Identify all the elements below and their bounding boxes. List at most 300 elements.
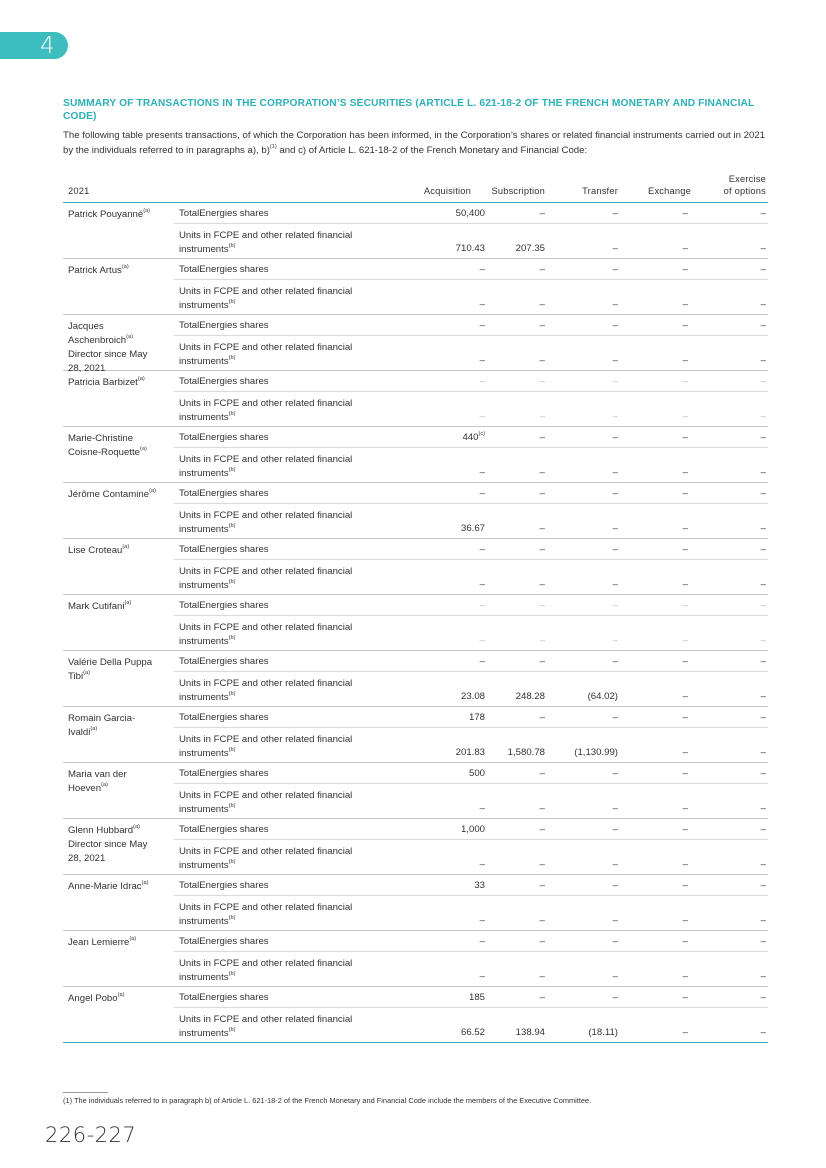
units-label [179,901,389,929]
units-label-line2 [179,859,389,873]
header-transfer: Transfer [582,186,618,196]
shares-value [683,208,688,220]
shares-label: TotalEnergies shares [179,208,269,219]
shares-value [462,432,485,444]
units-value: – [682,1027,688,1038]
units-footnote-ref: (b) [228,858,236,865]
table-row-group [63,763,768,819]
shares-value-text: – [479,600,485,611]
shares-value-text: – [479,264,485,275]
units-row [174,279,768,314]
units-value: – [682,299,688,310]
units-value: – [760,243,766,254]
units-label [179,397,389,425]
director-name [68,936,172,950]
director-note-line: Director since May [68,349,148,360]
shares-value-text: – [539,712,545,723]
units-label-text: instruments [179,636,229,647]
shares-value [469,768,485,780]
shares-row [174,819,768,839]
shares-value [683,432,688,444]
units-label [179,957,389,985]
units-label-text: instruments [179,412,229,423]
shares-value-text: – [539,936,545,947]
units-row [174,391,768,426]
shares-value-text: – [682,432,688,443]
units-label [179,733,389,761]
units-value: 201.83 [455,747,485,758]
director-footnote-ref: (a) [126,333,133,340]
header-exchange: Exchange [648,186,691,196]
shares-value [480,320,485,332]
shares-value [683,824,688,836]
units-value: – [479,355,485,366]
shares-value [761,712,766,724]
units-value: – [539,803,545,814]
shares-value [540,992,545,1004]
director-name-text: Mark Cutifani [68,601,125,612]
units-footnote-ref: (b) [228,578,236,585]
shares-value-text: – [479,320,485,331]
shares-value [469,992,485,1004]
units-value: – [479,971,485,982]
units-value: – [760,635,766,646]
shares-value [540,768,545,780]
shares-value-text: – [682,768,688,779]
units-label-line1: Units in FCPE and other related financial [179,510,353,521]
units-footnote-ref: (b) [228,634,236,641]
director-note-line: 28, 2021 [68,363,106,374]
director-name [68,544,172,558]
units-label-text: instruments [179,972,229,983]
director-name-text: Valérie Della Puppa [68,657,153,668]
shares-value-text: – [682,376,688,387]
shares-value-text: – [612,264,618,275]
shares-value-text: – [539,320,545,331]
director-name [68,432,172,460]
units-label-line2 [179,691,389,705]
director-footnote-ref: (a) [137,375,145,382]
director-name-text: Coisne-Roquette [68,447,140,458]
header-exercise-line1: Exercise [728,174,766,184]
shares-value [761,208,766,220]
shares-value-text: – [612,936,618,947]
shares-value [540,544,545,556]
header-subscription: Subscription [491,186,545,196]
units-label [179,341,389,369]
shares-label: TotalEnergies shares [179,544,269,555]
shares-value-text: – [760,320,766,331]
table-row-group [63,203,768,259]
shares-value [456,208,485,220]
shares-value [613,544,618,556]
director-name-text: Maria van der [68,769,127,780]
units-row [174,839,768,874]
units-value: 207.35 [515,243,545,254]
director-name-text: Hoeven [68,783,102,794]
table-row-group [63,539,768,595]
units-label-line2 [179,1027,389,1041]
shares-value-text: – [682,880,688,891]
shares-value-text: – [682,544,688,555]
shares-row [174,203,768,223]
units-label-line1: Units in FCPE and other related financial [179,902,353,913]
director-name-text: Ivaldi [68,727,91,738]
shares-value [761,600,766,612]
director-name-line [68,936,172,950]
units-value: – [539,299,545,310]
units-label [179,677,389,705]
shares-value [540,824,545,836]
director-name-line [68,432,172,446]
shares-row [174,483,768,503]
shares-value-text: – [612,768,618,779]
units-value: (1,130.99) [574,747,618,758]
units-value: (64.02) [587,691,618,702]
shares-value-text: 440 [462,432,479,443]
shares-value [613,488,618,500]
units-value: – [612,635,618,646]
shares-value-text: – [760,824,766,835]
shares-value [683,712,688,724]
intro-paragraph [63,129,765,159]
units-footnote-ref: (b) [228,522,236,529]
director-name [68,768,172,796]
page-numbers: 226-227 [45,1123,137,1147]
shares-value [540,208,545,220]
director-name-text: Tibi [68,671,84,682]
units-label-text: instruments [179,468,229,479]
shares-value-text: – [539,880,545,891]
shares-label: TotalEnergies shares [179,824,269,835]
shares-value [540,488,545,500]
section-heading: SUMMARY OF TRANSACTIONS IN THE CORPORATION’S SECURITIES (ARTICLE L. 621-18-2 OF THE FRENCH MONETARY AND FINANCIAL CODE) [63,98,755,122]
shares-value-text: 33 [474,880,485,891]
units-value: – [479,803,485,814]
shares-row [174,539,768,559]
director-name-line [68,446,172,460]
units-value: 23.08 [460,691,485,702]
director-footnote-ref: (a) [141,879,149,886]
table-header [63,174,768,203]
shares-value [613,376,618,388]
director-name [68,208,172,222]
shares-footnote-ref: (c) [478,430,485,437]
shares-value [761,992,766,1004]
units-label-text: instruments [179,356,229,367]
units-label-text: instruments [179,524,229,535]
shares-value [461,824,485,836]
units-value: – [612,803,618,814]
units-value: – [539,971,545,982]
table-row-group [63,819,768,875]
units-value: – [612,243,618,254]
director-name-text: Jérôme Contamine [68,489,150,500]
units-row [174,951,768,986]
units-label-line1: Units in FCPE and other related financial [179,286,353,297]
units-row [174,559,768,594]
units-label [179,1013,389,1041]
shares-value-text: – [479,936,485,947]
units-value: – [479,467,485,478]
director-name-text: Angel Pobo [68,993,118,1004]
units-label-text: instruments [179,916,229,927]
units-value: – [539,355,545,366]
units-value: – [760,971,766,982]
shares-value-text: – [760,432,766,443]
shares-label: TotalEnergies shares [179,768,269,779]
director-name-line [68,670,172,684]
units-value: – [612,915,618,926]
units-value: – [682,523,688,534]
director-footnote-ref: (a) [124,599,132,606]
director-footnote-ref: (a) [143,207,151,214]
units-value: – [539,635,545,646]
units-value: – [682,803,688,814]
shares-value [613,936,618,948]
units-label-line1: Units in FCPE and other related financial [179,566,353,577]
units-label-line2 [179,747,389,761]
units-value: – [479,299,485,310]
units-label-line1: Units in FCPE and other related financial [179,958,353,969]
units-footnote-ref: (b) [228,1026,236,1033]
director-name-text: Marie-Christine [68,433,134,444]
director-footnote-ref: (a) [117,991,125,998]
units-row [174,615,768,650]
shares-value [613,712,618,724]
header-acquisition: Acquisition [423,186,471,196]
director-name-line [68,656,172,670]
table-row-group [63,259,768,315]
units-label-line1: Units in FCPE and other related financial [179,398,353,409]
units-row [174,1007,768,1042]
director-name-text: Jean Lemierre [68,937,130,948]
table-body [63,203,768,1043]
shares-value [613,768,618,780]
shares-value-text: 50,400 [455,208,485,219]
units-row [174,503,768,538]
shares-value-text: – [682,936,688,947]
units-value: – [760,691,766,702]
units-footnote-ref: (b) [228,298,236,305]
units-value: – [612,355,618,366]
director-name [68,600,172,614]
shares-value-text: – [760,936,766,947]
shares-value [683,320,688,332]
shares-value-text: – [682,264,688,275]
header-exercise-line2: of options [723,186,766,196]
shares-value [683,600,688,612]
units-footnote-ref: (b) [228,914,236,921]
director-name-text: Lise Croteau [68,545,123,556]
director-name-line [68,600,172,614]
units-value: – [539,579,545,590]
shares-value-text: – [612,320,618,331]
units-value: – [760,803,766,814]
units-row [174,447,768,482]
shares-row [174,987,768,1007]
shares-value-text: – [760,544,766,555]
chapter-tab [0,32,68,59]
units-row [174,335,768,370]
director-name-line [68,264,172,278]
shares-value-text: – [682,320,688,331]
shares-value [540,600,545,612]
shares-value [761,656,766,668]
director-footnote-ref: (a) [121,263,129,270]
shares-value-text: – [760,656,766,667]
shares-value [761,544,766,556]
units-value: – [760,411,766,422]
units-footnote-ref: (b) [228,242,236,249]
shares-value-text: – [612,600,618,611]
units-label-line1: Units in FCPE and other related financial [179,678,353,689]
director-footnote-ref: (a) [129,935,137,942]
shares-value-text: – [760,264,766,275]
units-label-text: instruments [179,300,229,311]
shares-value [683,488,688,500]
director-name-line [68,824,172,838]
director-name-line [68,712,172,726]
director-name-line [68,768,172,782]
shares-label: TotalEnergies shares [179,320,269,331]
shares-label: TotalEnergies shares [179,432,269,443]
shares-value [613,880,618,892]
units-value: – [479,859,485,870]
units-row [174,671,768,706]
units-value: – [612,859,618,870]
units-label [179,789,389,817]
shares-value-text: – [682,712,688,723]
table-row-group [63,483,768,539]
units-value: – [682,691,688,702]
shares-value [480,656,485,668]
shares-value [480,376,485,388]
shares-label: TotalEnergies shares [179,880,269,891]
shares-value [540,264,545,276]
shares-value-text: 1,000 [460,824,485,835]
shares-value-text: – [612,656,618,667]
shares-value-text: – [539,208,545,219]
shares-value [761,824,766,836]
units-value: 1,580.78 [507,747,545,758]
shares-value [540,880,545,892]
units-label-text: instruments [179,860,229,871]
director-name-line [68,334,172,348]
units-footnote-ref: (b) [228,354,236,361]
shares-value [683,880,688,892]
shares-value [613,208,618,220]
shares-value [474,880,485,892]
shares-value-text: – [539,600,545,611]
director-name-line [68,208,172,222]
units-value: – [682,971,688,982]
shares-label: TotalEnergies shares [179,656,269,667]
units-value: – [479,579,485,590]
units-label-line2 [179,635,389,649]
table-row-group [63,987,768,1043]
units-label-line2 [179,299,389,313]
units-value: – [760,1027,766,1038]
units-label-line1: Units in FCPE and other related financial [179,846,353,857]
units-footnote-ref: (b) [228,466,236,473]
units-value: – [760,355,766,366]
units-label-line1: Units in FCPE and other related financial [179,790,353,801]
shares-value [761,936,766,948]
units-value: 66.52 [460,1027,485,1038]
table-row-group [63,931,768,987]
shares-value-text: – [760,600,766,611]
director-name-line [68,320,172,334]
shares-value [613,264,618,276]
units-value: – [682,859,688,870]
shares-value [540,656,545,668]
shares-value-text: – [760,880,766,891]
shares-value-text: – [760,488,766,499]
shares-value-text: – [612,544,618,555]
shares-value-text: – [612,208,618,219]
units-value: 36.67 [460,523,485,534]
shares-value-text: 178 [468,712,485,723]
units-label-line2 [179,411,389,425]
shares-value-text: – [539,656,545,667]
director-name-text: Aschenbroich [68,335,127,346]
shares-value [613,992,618,1004]
units-value: – [479,411,485,422]
director-name-line [68,726,172,740]
shares-value-text: – [760,712,766,723]
director-note-line: 28, 2021 [68,853,106,864]
shares-value-text: 185 [468,992,485,1003]
units-label [179,845,389,873]
shares-value-text: – [612,432,618,443]
shares-value [761,768,766,780]
units-label-line2 [179,467,389,481]
director-name [68,880,172,894]
shares-value-text: – [612,376,618,387]
shares-value [480,600,485,612]
units-label-line2 [179,971,389,985]
units-value: – [479,915,485,926]
units-footnote-ref: (b) [228,746,236,753]
units-value: – [682,635,688,646]
units-label-line2 [179,355,389,369]
shares-value-text: – [682,992,688,1003]
shares-value [540,712,545,724]
shares-row [174,371,768,391]
director-name-line [68,544,172,558]
shares-value-text: – [539,544,545,555]
director-name [68,376,172,390]
shares-value-text: – [539,264,545,275]
shares-label: TotalEnergies shares [179,992,269,1003]
units-value: – [682,579,688,590]
shares-value [480,488,485,500]
shares-value-text: – [760,768,766,779]
units-label-text: instruments [179,244,229,255]
units-label-line2 [179,915,389,929]
shares-label: TotalEnergies shares [179,488,269,499]
units-value: 138.94 [515,1027,545,1038]
shares-row [174,315,768,335]
units-value: – [682,747,688,758]
units-row [174,783,768,818]
shares-value [480,544,485,556]
shares-value-text: – [612,488,618,499]
units-value: – [539,915,545,926]
units-value: – [539,859,545,870]
director-name-text: Patrick Artus [68,265,122,276]
